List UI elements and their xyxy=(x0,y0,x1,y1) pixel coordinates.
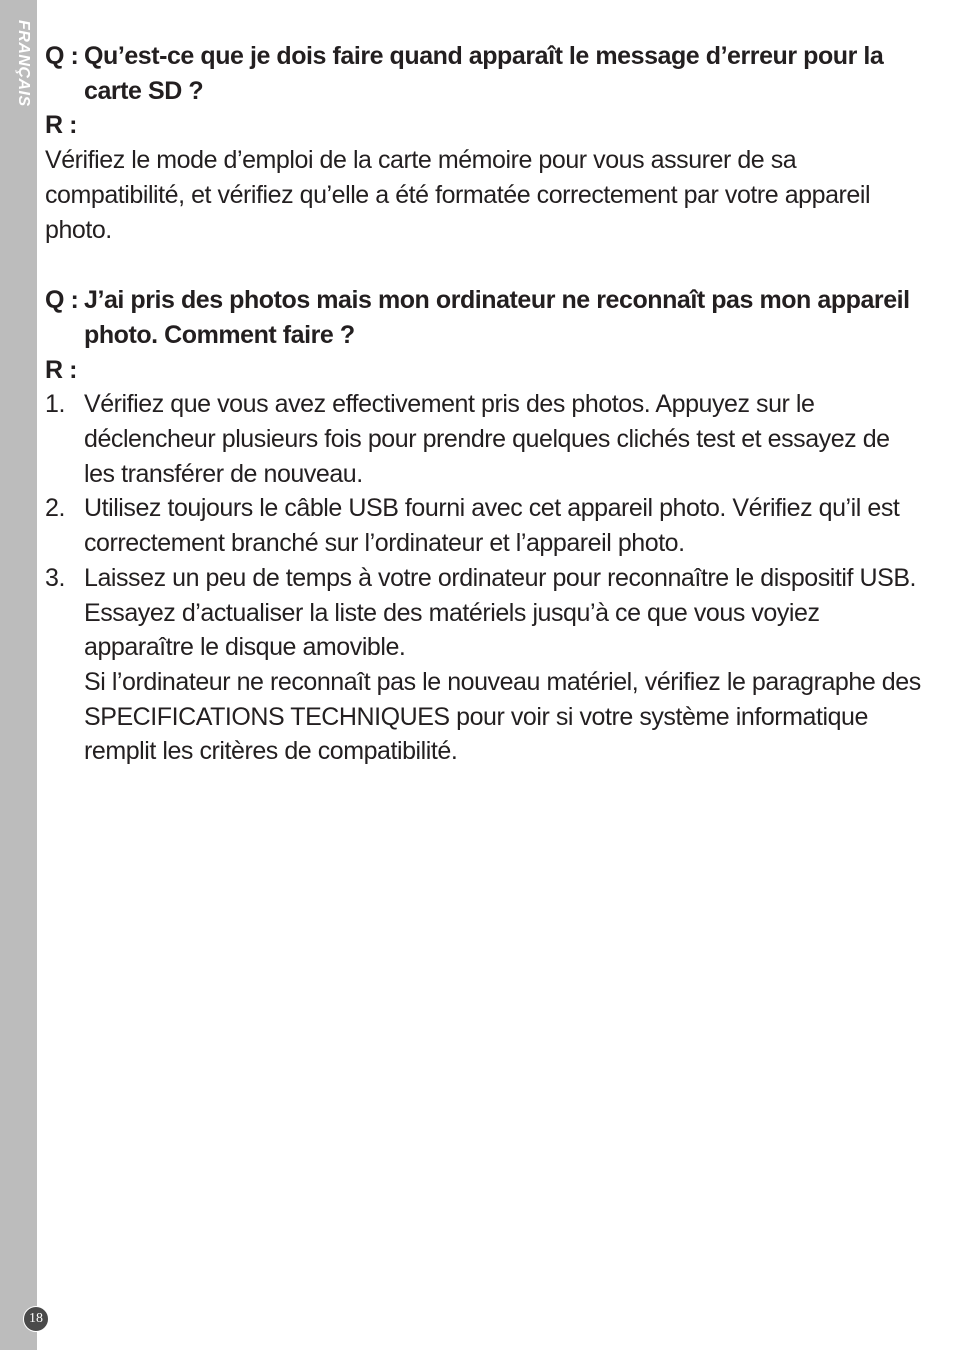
step-number: 1. xyxy=(45,390,65,419)
question xyxy=(45,39,925,108)
question-text: J’ai pris des photos mais mon ordinateur ne reconnaît pas mon appareil photo. Comment faire ? xyxy=(84,286,910,349)
faq-content xyxy=(45,39,925,769)
step-3-note: Si l’ordinateur ne reconnaît pas le nouveau matériel, vérifiez le paragraphe des SPECIFICATIONS TECHNIQUES pour voir si votre système informatique remplit les critères de compatibilité. xyxy=(84,667,921,766)
question-prefix: Q : xyxy=(45,42,79,70)
answer-step-3 xyxy=(45,561,925,665)
page-number: 18 xyxy=(23,1306,49,1332)
language-sidebar xyxy=(0,0,37,1350)
answer-label: R : xyxy=(45,111,77,140)
step-number: 3. xyxy=(45,563,65,592)
answer-step-1 xyxy=(45,387,925,491)
step-text: Vérifiez que vous avez effectivement pris des photos. Appuyez sur le déclencheur plusieurs fois pour prendre quelques clichés test et essayez de les transférer de nouveau. xyxy=(84,390,890,488)
step-text: Laissez un peu de temps à votre ordinateur pour reconnaître le dispositif USB. Essayez d’actualiser la liste des matériels jusqu’à ce que vous voyiez apparaître le disque amovible. xyxy=(84,563,917,662)
step-number: 2. xyxy=(45,494,65,523)
language-label: FRANÇAIS xyxy=(15,20,32,107)
answer-text: Vérifiez le mode d’emploi de la carte mémoire pour vous assurer de sa compatibilité, et vérifiez qu’elle a été formatée correctement par votre appareil photo. xyxy=(45,146,871,244)
question-text: Qu’est-ce que je dois faire quand apparaît le message d’erreur pour la carte SD ? xyxy=(84,42,884,105)
step-text: Utilisez toujours le câble USB fourni avec cet appareil photo. Vérifiez qu’il est correctement branché sur l’ordinateur et l’appareil photo. xyxy=(84,494,900,558)
faq-item-computer-recognition xyxy=(45,283,925,769)
section-spacer xyxy=(45,247,925,283)
answer-label: R : xyxy=(45,355,77,384)
answer-step-2 xyxy=(45,491,925,560)
faq-item-sd-card xyxy=(45,39,925,247)
question xyxy=(45,283,925,352)
question-prefix: Q : xyxy=(45,286,79,315)
